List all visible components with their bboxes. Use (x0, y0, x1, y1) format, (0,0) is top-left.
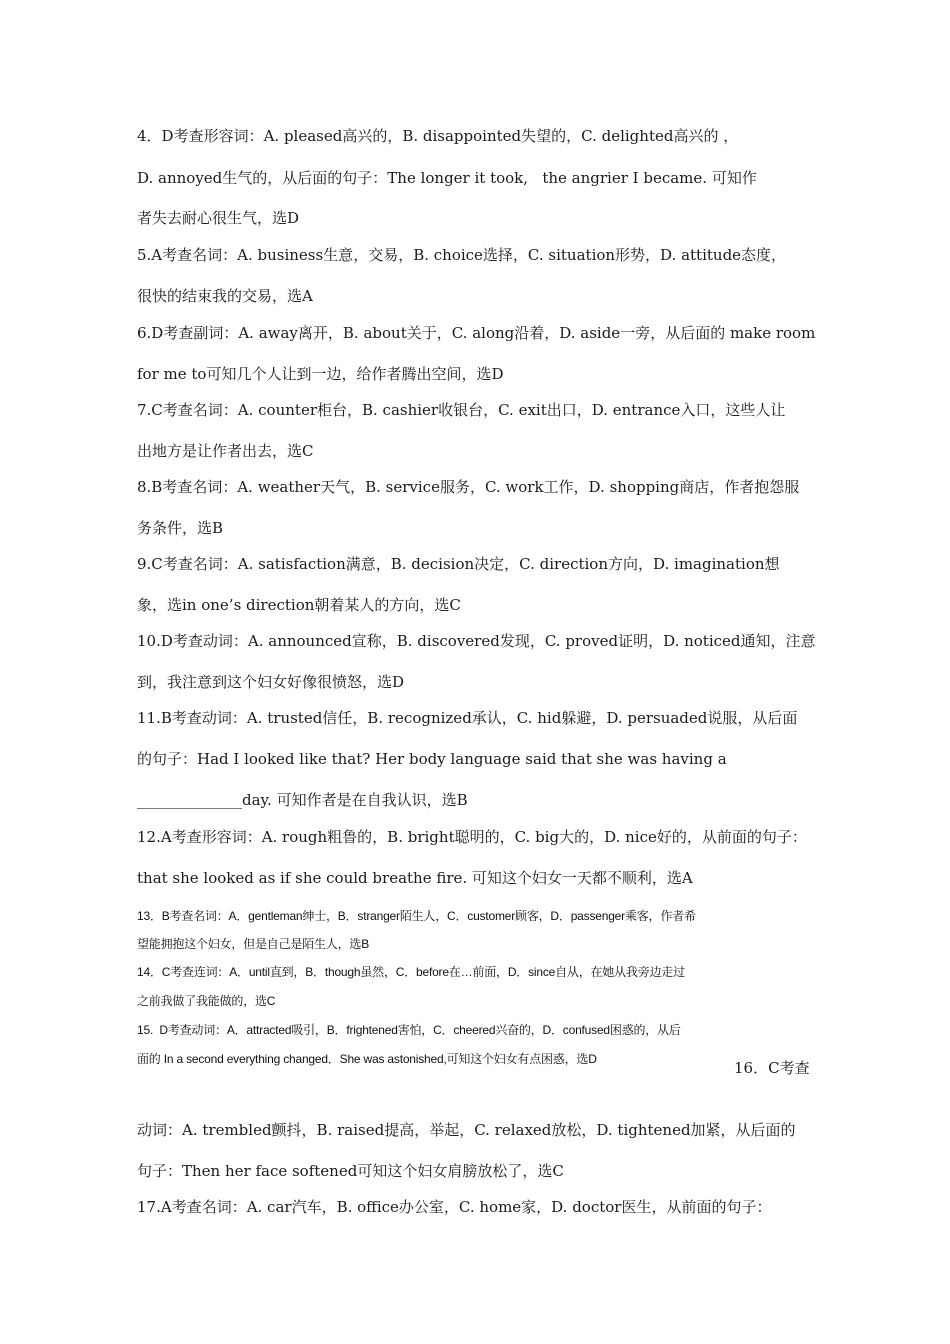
answer-6-line-2: for me to可知几个人让到一边，给作者腾出空间，选D (137, 365, 504, 383)
answer-4-line-2: D. annoyed生气的，从后面的句子：The longer it took, the angrier I became. 可知作 (137, 169, 757, 187)
answer-10-line-2: 到，我注意到这个妇女好像很愤怒，选D (137, 673, 405, 691)
answer-15-line-1: 15. D考查动词：A．attracted吸引，B．frightened害怕，C．cheered兴奋的，D．confused困惑的，从后 (137, 1023, 681, 1037)
answer-11-line-3: ______________day. 可知作者是在自我认识，选B (137, 791, 468, 809)
answer-15-line-2: 面的 In a second everything changed．She was astonished,可知这个妇女有点困惑，选D (137, 1052, 597, 1066)
answer-12-line-1: 12.A考查形容词：A. rough粗鲁的，B. bright聪明的，C. big大的，D. nice好的，从前面的句子： (137, 828, 807, 846)
answer-14-line-1: 14．C考查连词：A．until直到，B．though虽然，C．before在…前面，D．since自从，在她从我旁边走过 (137, 965, 685, 979)
answer-13-line-1: 13．B考查名词：A．gentleman绅士，B．stranger陌生人，C．customer顾客，D．passenger乘客，作者希 (137, 909, 696, 923)
answer-9-line-2: 象，选in one’s direction朝着某人的方向，选C (137, 596, 461, 614)
answer-7-line-2: 出地方是让作者出去，选C (137, 442, 314, 460)
answer-11-line-1: 11.B考查动词：A. trusted信任，B. recognized承认，C. hid躲避，D. persuaded说服，从后面 (137, 709, 798, 727)
answer-4-line-1: 4．D考查形容词：A. pleased高兴的，B. disappointed失望的，C. delighted高兴的 ， (137, 127, 739, 145)
answer-4-line-3: 者失去耐心很生气，选D (137, 209, 300, 227)
answer-16-start: 16．C考查 (734, 1059, 810, 1077)
answer-7-line-1: 7.C考查名词：A. counter柜台，B. cashier收银台，C. exit出口，D. entrance入口，这些人让 (137, 401, 786, 419)
answer-14-line-2: 之前我做了我能做的，选C (137, 994, 276, 1008)
answer-10-line-1: 10.D考查动词：A. announced宣称，B. discovered发现，C. proved证明，D. noticed通知，注意 (137, 632, 816, 650)
answer-8-line-2: 务条件，选B (137, 519, 224, 537)
answer-9-line-1: 9.C考查名词：A. satisfaction满意，B. decision决定，C. direction方向，D. imagination想 (137, 555, 780, 573)
answer-8-line-1: 8.B考查名词：A. weather天气，B. service服务，C. work工作，D. shopping商店，作者抱怨服 (137, 478, 800, 496)
answer-16-line-2: 句子：Then her face softened可知这个妇女肩膀放松了，选C (137, 1162, 564, 1180)
answer-5-line-2: 很快的结束我的交易，选A (137, 287, 313, 305)
answer-5-line-1: 5.A考查名词：A. business生意，交易，B. choice选择，C. situation形势，D. attitude态度， (137, 246, 787, 264)
answer-11-line-2: 的句子：Had I looked like that? Her body language said that she was having a (137, 750, 727, 768)
answer-6-line-1: 6.D考查副词：A. away离开，B. about关于，C. along沿着，D. aside一旁，从后面的 make room (137, 324, 816, 342)
answer-17-line-1: 17.A考查名词：A. car汽车，B. office办公室，C. home家，D. doctor医生，从前面的句子： (137, 1198, 772, 1216)
answer-16-line-1: 动词：A. trembled颤抖，B. raised提高，举起，C. relaxed放松，D. tightened加紧，从后面的 (137, 1121, 796, 1139)
answer-12-line-2: that she looked as if she could breathe fire. 可知这个妇女一天都不顺利，选A (137, 869, 693, 887)
answer-13-line-2: 望能拥抱这个妇女，但是自己是陌生人，选B (137, 937, 370, 951)
